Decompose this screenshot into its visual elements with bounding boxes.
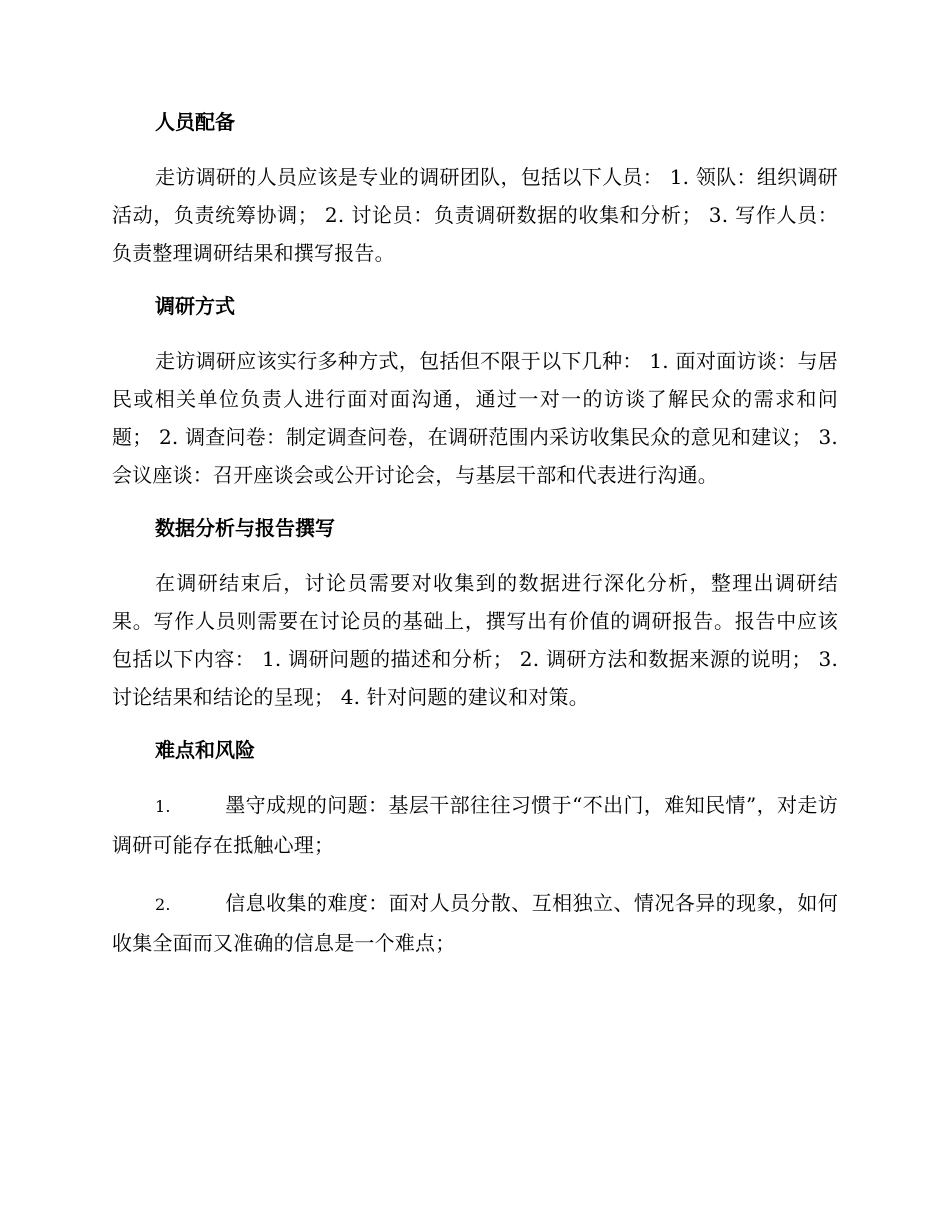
section-paragraph: 走访调研的人员应该是专业的调研团队，包括以下人员： 1. 领队：组织调研活动，负责统筹协调； 2. 讨论员：负责调研数据的收集和分析； 3. 写作人员：负责整理调研结果和撰写报告。 bbox=[112, 165, 838, 265]
list-item bbox=[112, 884, 838, 962]
list-text: 墨守成规的问题：基层干部往往习惯于“不出门，难知民情”，对走访调研可能存在抵触心理； bbox=[112, 793, 838, 857]
list-number: 2. bbox=[155, 895, 171, 914]
section-paragraph: 在调研结束后，讨论员需要对收集到的数据进行深化分析，整理出调研结果。写作人员则需要在讨论员的基础上，撰写出有价值的调研报告。报告中应该包括以下内容： 1. 调研问题的描述和分析； 2. 调研方法和数据来源的说明； 3. 讨论结果和结论的呈现； 4. 针对问题的建议和对策。 bbox=[112, 571, 838, 709]
section-staffing bbox=[112, 108, 838, 272]
section-analysis-report bbox=[112, 514, 838, 716]
section-paragraph: 走访调研应该实行多种方式，包括但不限于以下几种： 1. 面对面访谈：与居民或相关单位负责人进行面对面沟通，通过一对一的访谈了解民众的需求和问题； 2. 调查问卷：制定调查问卷，在调研范围内采访收集民众的意见和建议； 3. 会议座谈：召开座谈会或公开讨论会，与基层干部和代表进行沟通。 bbox=[112, 349, 838, 487]
list-text: 信息收集的难度：面对人员分散、互相独立、情况各异的现象，如何收集全面而又准确的信息是一个难点； bbox=[112, 891, 838, 955]
section-heading: 人员配备 bbox=[155, 110, 235, 134]
list-number: 1. bbox=[155, 797, 171, 816]
section-methods bbox=[112, 292, 838, 494]
section-heading: 调研方式 bbox=[155, 294, 235, 318]
section-difficulties-risks bbox=[112, 736, 838, 962]
list-item bbox=[112, 786, 838, 864]
section-heading: 难点和风险 bbox=[155, 738, 255, 762]
section-heading: 数据分析与报告撰写 bbox=[155, 516, 335, 540]
